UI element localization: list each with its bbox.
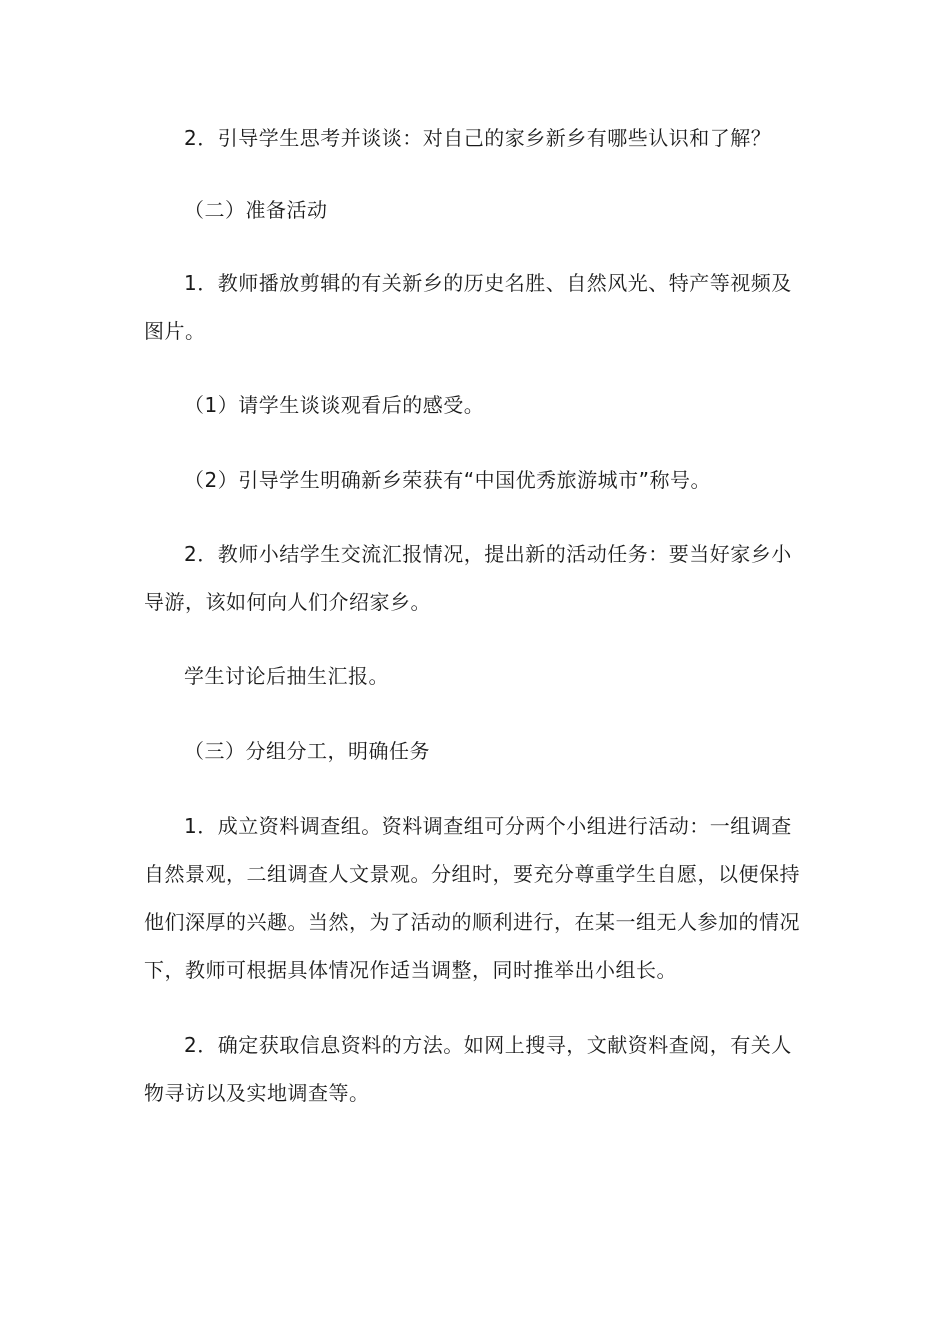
section-heading-grouping: （三）分组分工，明确任务 <box>184 739 430 763</box>
paragraph-information-methods: 2．确定获取信息资料的方法。如网上搜寻，文献资料查阅，有关人物寻访以及实地调查等。 <box>144 1033 792 1105</box>
paragraph-research-groups: 1．成立资料调查组。资料调查组可分两个小组进行活动：一组调查自然景观，二组调查人文景观。分组时，要充分尊重学生自愿，以便保持他们深厚的兴趣。当然，为了活动的顺利进行，在某一组无人参加的情况下，教师可根据具体情况作适当调整，同时推举出小组长。 <box>144 814 800 982</box>
paragraph-student-report: 学生讨论后抽生汇报。 <box>184 664 389 688</box>
section-heading-preparation: （二）准备活动 <box>184 198 328 222</box>
paragraph-teacher-video: 1．教师播放剪辑的有关新乡的历史名胜、自然风光、特产等视频及图片。 <box>144 271 792 343</box>
paragraph-teacher-summary: 2．教师小结学生交流汇报情况，提出新的活动任务：要当好家乡小导游，该如何向人们介绍家乡。 <box>144 542 792 614</box>
paragraph-guide-discussion: 2．引导学生思考并谈谈：对自己的家乡新乡有哪些认识和了解？ <box>184 126 772 150</box>
paragraph-student-feelings: （1）请学生谈谈观看后的感受。 <box>184 393 485 417</box>
paragraph-tourism-city: （2）引导学生明确新乡荣获有“中国优秀旅游城市”称号。 <box>184 468 711 492</box>
